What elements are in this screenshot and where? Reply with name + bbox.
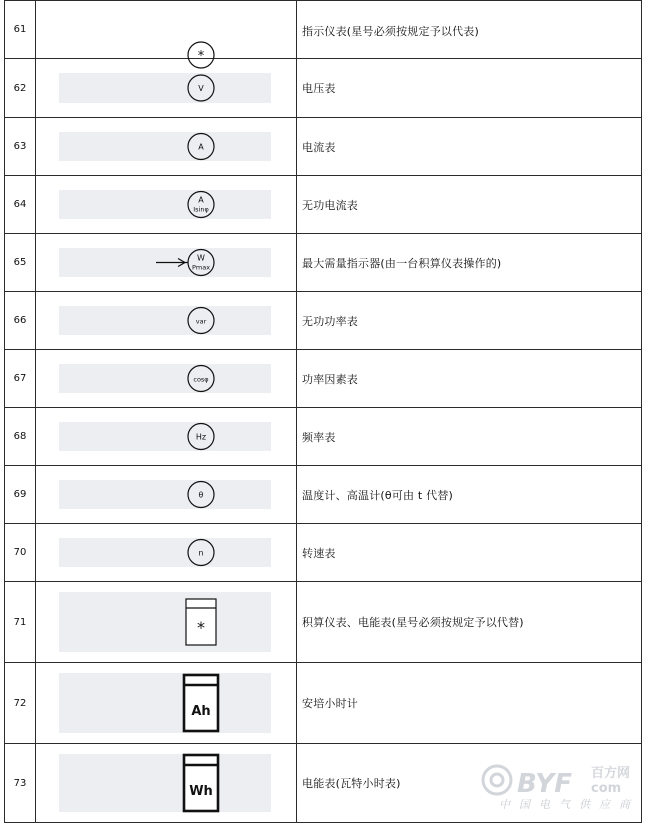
row-number: 69	[5, 466, 36, 524]
symbol-description: 功率因素表	[297, 350, 642, 408]
symbol-description: 转速表	[297, 524, 642, 582]
table-row	[5, 118, 642, 176]
symbol-cell	[36, 176, 297, 234]
symbol-graphic	[36, 663, 296, 743]
symbol-label: Wh	[189, 784, 213, 799]
symbol-description: 电能表(瓦特小时表)	[297, 744, 642, 823]
symbol-cell	[36, 292, 297, 350]
symbol-graphic	[36, 234, 296, 291]
symbol-graphic	[36, 744, 296, 822]
watermark-domain-com: com	[591, 781, 622, 796]
symbol-label: cosφ	[193, 375, 209, 384]
symbol-graphic	[36, 350, 296, 407]
symbol-cell	[36, 466, 297, 524]
symbol-label: A	[198, 195, 204, 205]
symbol-graphic	[36, 466, 296, 523]
table-row	[5, 524, 642, 582]
symbol-description: 频率表	[297, 408, 642, 466]
symbol-label: Ah	[191, 704, 211, 719]
table-row	[5, 59, 642, 118]
row-number: 62	[5, 59, 36, 118]
table-row	[5, 176, 642, 234]
symbol-sublabel: Pmax	[191, 263, 211, 272]
symbol-label: *	[197, 618, 205, 637]
symbol-cell	[36, 408, 297, 466]
symbol-cell	[36, 582, 297, 663]
meter-box-icon	[184, 755, 218, 811]
row-number: 72	[5, 663, 36, 744]
symbol-description: 温度计、高温计(θ可由 t 代替)	[297, 466, 642, 524]
symbol-label: W	[197, 253, 205, 263]
symbol-label: V	[198, 84, 204, 93]
symbol-graphic	[36, 582, 296, 662]
row-number: 65	[5, 234, 36, 292]
symbol-cell	[36, 1, 297, 64]
symbol-graphic	[36, 408, 296, 465]
symbol-label: A	[198, 142, 204, 152]
symbol-cell	[36, 663, 297, 744]
row-number: 71	[5, 582, 36, 663]
symbol-cell	[36, 118, 297, 176]
symbol-graphic	[36, 1, 296, 64]
symbol-description: 安培小时计	[297, 663, 642, 744]
table-row	[5, 466, 642, 524]
row-number: 70	[5, 524, 36, 582]
symbol-graphic	[36, 59, 296, 117]
table-row	[5, 292, 642, 350]
symbol-sublabel: Isinφ	[193, 205, 209, 214]
symbol-graphic	[36, 176, 296, 233]
symbol-description: 最大需量指示器(由一台积算仪表操作的)	[297, 234, 642, 292]
row-number: 67	[5, 350, 36, 408]
table-row	[5, 582, 642, 663]
symbol-cell	[36, 59, 297, 118]
symbol-label: var	[195, 317, 207, 326]
symbol-label: Hz	[195, 432, 207, 442]
watermark-domain-cn: 百方网	[591, 766, 631, 781]
symbol-cell	[36, 524, 297, 582]
row-number: 63	[5, 118, 36, 176]
symbol-description: 电压表	[297, 59, 642, 118]
row-number: 68	[5, 408, 36, 466]
symbol-graphic	[36, 292, 296, 349]
symbol-cell	[36, 744, 297, 823]
symbol-description: 电流表	[297, 118, 642, 176]
row-number: 61	[5, 1, 36, 59]
symbol-graphic	[36, 118, 296, 175]
table-row	[5, 234, 642, 292]
symbol-label: n	[198, 548, 204, 558]
symbol-label: *	[197, 49, 205, 64]
table-row	[5, 1, 642, 59]
electrical-symbol-table	[4, 0, 642, 823]
watermark	[479, 760, 639, 812]
watermark-brand: BYF	[517, 769, 572, 799]
table-row	[5, 663, 642, 744]
symbol-description: 指示仪表(星号必须按规定予以代表)	[297, 1, 642, 59]
row-number: 64	[5, 176, 36, 234]
symbol-cell	[36, 350, 297, 408]
table-body	[5, 1, 642, 823]
symbol-graphic	[36, 524, 296, 581]
symbol-cell	[36, 234, 297, 292]
symbol-description: 积算仪表、电能表(星号必须按规定予以代替)	[297, 582, 642, 663]
symbol-description: 无功电流表	[297, 176, 642, 234]
row-number: 66	[5, 292, 36, 350]
table-row	[5, 350, 642, 408]
meter-box-icon	[184, 675, 218, 731]
symbol-label: θ	[198, 490, 204, 500]
table-row	[5, 408, 642, 466]
watermark-tagline: 中国电气供应商	[499, 798, 639, 811]
row-number: 73	[5, 744, 36, 823]
symbol-description: 无功功率表	[297, 292, 642, 350]
